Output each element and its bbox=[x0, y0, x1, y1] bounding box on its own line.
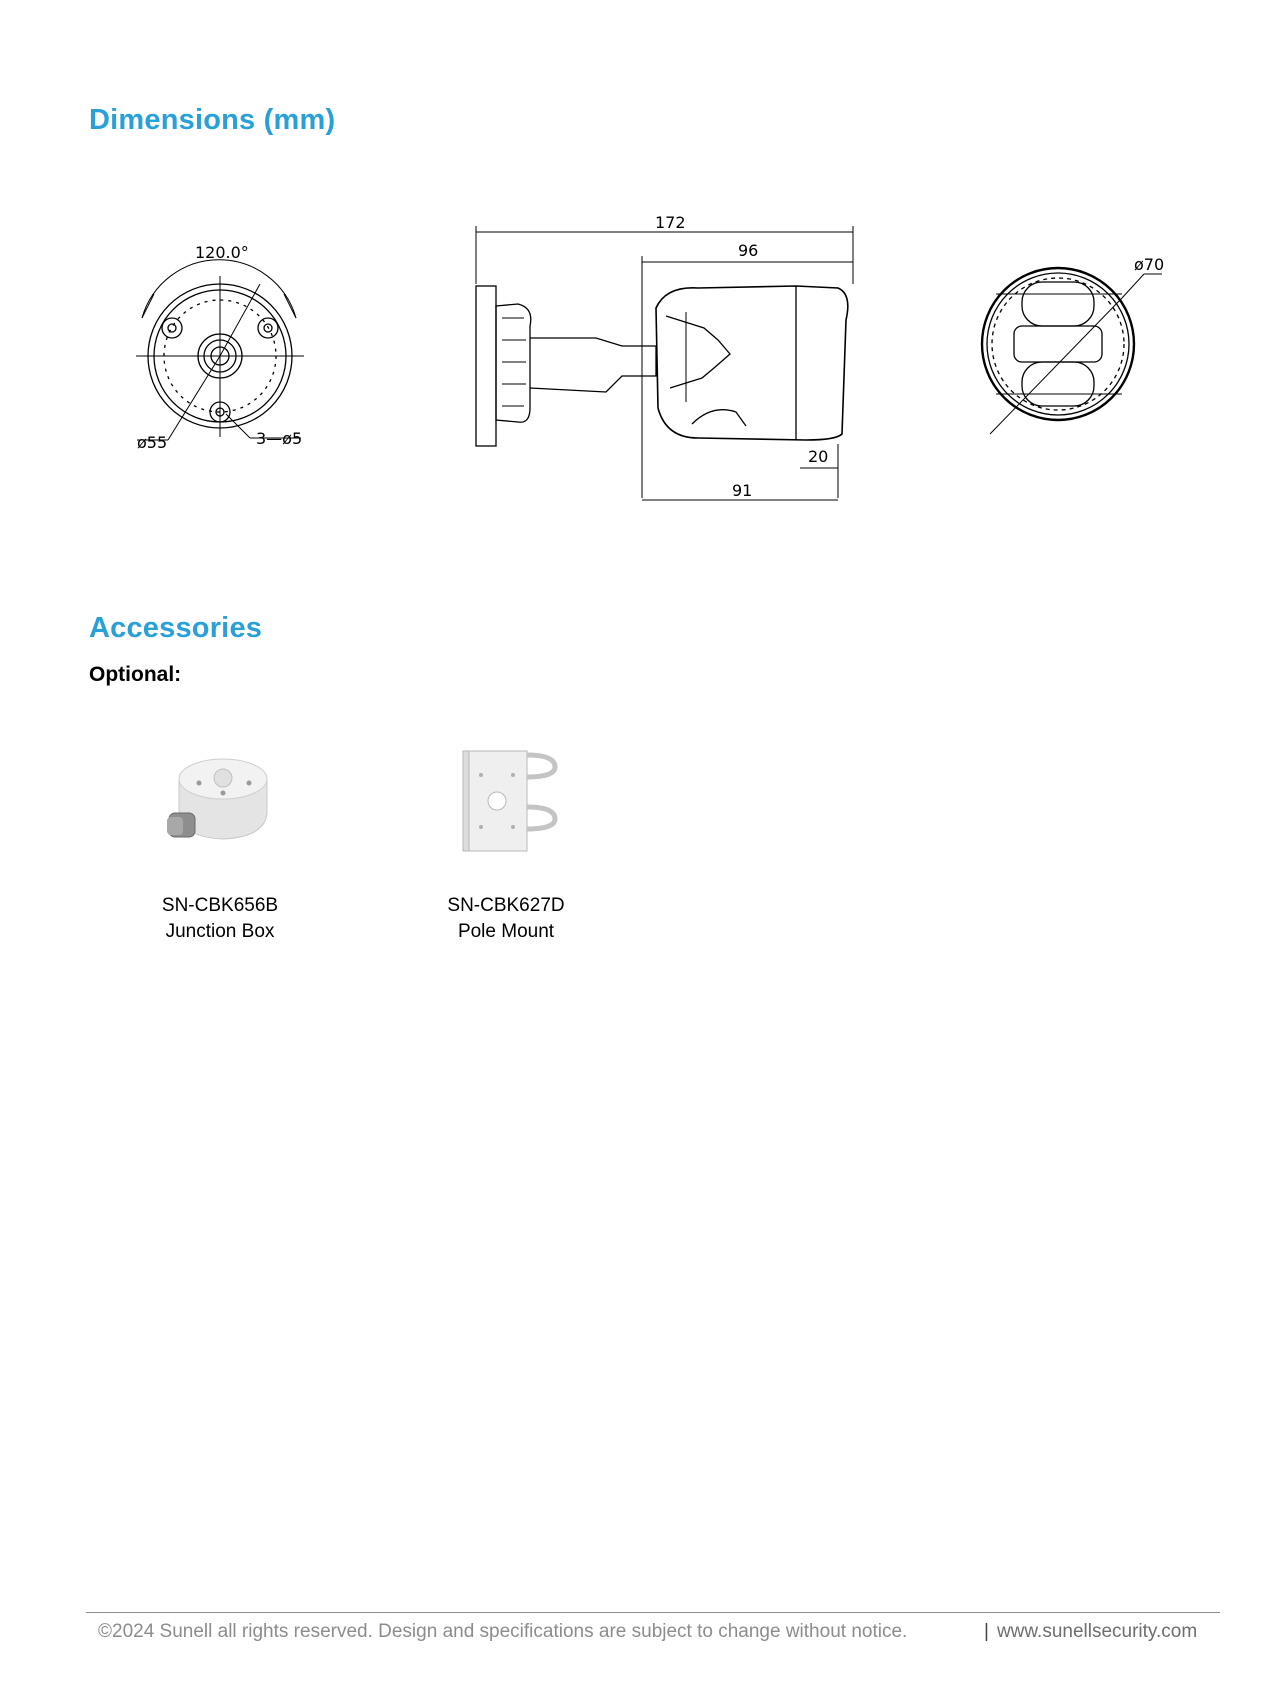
accessory-name: Pole Mount bbox=[457, 921, 555, 942]
accessory-pole-mount bbox=[396, 745, 616, 945]
front-view-drawing bbox=[128, 232, 318, 462]
pole-mount-image bbox=[451, 745, 561, 855]
footer-separator: | bbox=[984, 1621, 989, 1642]
side-view-drawing bbox=[466, 208, 866, 508]
accessories-heading: Accessories bbox=[89, 612, 263, 644]
junction-box-image bbox=[165, 745, 275, 855]
footer-divider bbox=[86, 1612, 1220, 1613]
side-lens-offset-label: 20 bbox=[808, 447, 829, 466]
front-angle-label: 120.0° bbox=[195, 243, 249, 262]
rear-diameter-label: ø70 bbox=[1134, 255, 1165, 274]
rear-view-drawing bbox=[976, 250, 1176, 450]
side-body-length-label: 96 bbox=[738, 241, 759, 260]
footer-website-block bbox=[984, 1621, 1197, 1643]
accessory-junction-box bbox=[110, 745, 330, 945]
front-mount-diameter-label: ø55 bbox=[137, 433, 168, 452]
side-overall-length-label: 172 bbox=[655, 213, 686, 232]
accessory-name: Junction Box bbox=[165, 921, 275, 942]
accessory-model: SN-CBK627D bbox=[447, 895, 565, 916]
dimensions-heading: Dimensions (mm) bbox=[89, 104, 336, 136]
front-holes-label: 3—ø5 bbox=[256, 429, 303, 448]
footer-copyright: ©2024 Sunell all rights reserved. Design and specifications are subject to change without notice. bbox=[98, 1621, 908, 1642]
footer-website-link[interactable]: www.sunellsecurity.com bbox=[996, 1621, 1198, 1642]
side-bottom-length-label: 91 bbox=[732, 481, 753, 500]
optional-label: Optional: bbox=[89, 663, 182, 686]
accessory-model: SN-CBK656B bbox=[161, 895, 279, 916]
